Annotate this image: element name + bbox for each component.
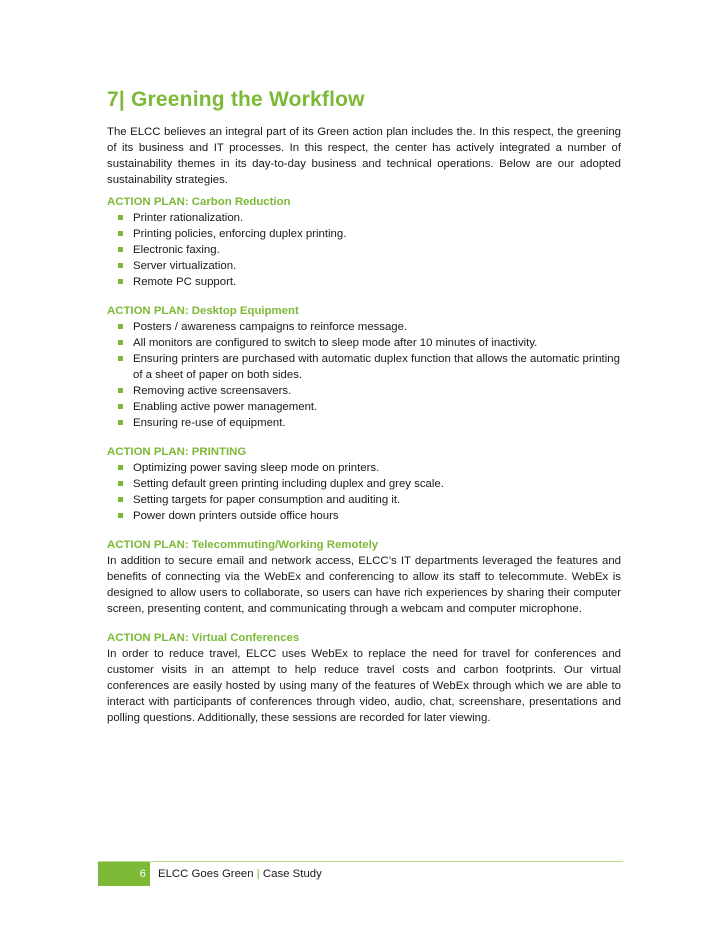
action-plan-title: ACTION PLAN: PRINTING <box>107 446 247 458</box>
footer-doc-title: ELCC Goes Green <box>158 868 254 880</box>
action-plan-title: ACTION PLAN: Carbon Reduction <box>107 196 291 208</box>
list-item: Optimizing power saving sleep mode on printers. <box>117 460 621 476</box>
list-item: Setting default green printing including duplex and grey scale. <box>117 476 621 492</box>
section-paragraph: In addition to secure email and network access, ELCC’s IT departments leveraged the features and benefits of connecting via the WebEx and conferencing to allow its staff to telecommute. WebEx is designed to allow users to collaborate, so users can have rich experiences by sharing their computer screen, presenting content, and communicating through a webcam and computer microphone. <box>107 555 621 615</box>
section-number: 7| <box>107 88 125 111</box>
action-plan-title: ACTION PLAN: Desktop Equipment <box>107 305 299 317</box>
document-page <box>107 88 621 732</box>
list-item: Setting targets for paper consumption and auditing it. <box>117 492 621 508</box>
action-plan-telecommuting <box>107 537 621 617</box>
list-item: Ensuring printers are purchased with automatic duplex function that allows the automatic printing of a sheet of paper on both sides. <box>117 351 621 383</box>
page-number: 6 <box>139 868 146 880</box>
list-item: Removing active screensavers. <box>117 383 621 399</box>
page-number-box <box>98 862 150 886</box>
bullet-list <box>107 319 621 431</box>
action-plan-desktop-equipment <box>107 303 621 431</box>
bullet-list <box>107 460 621 524</box>
section-heading <box>107 88 621 112</box>
intro-paragraph: The ELCC believes an integral part of its Green action plan includes the. In this respect, the greening of its business and IT processes. In this respect, the center has actively integrated a number of sustainability themes in its day-to-day business and technical operations. Below are our adopted sustainability strategies. <box>107 126 621 186</box>
list-item: All monitors are configured to switch to sleep mode after 10 minutes of inactivity. <box>117 335 621 351</box>
section-title: Greening the Workflow <box>131 88 365 111</box>
action-plan-printing <box>107 444 621 524</box>
list-item: Power down printers outside office hours <box>117 508 621 524</box>
list-item: Posters / awareness campaigns to reinforce message. <box>117 319 621 335</box>
list-item: Enabling active power management. <box>117 399 621 415</box>
footer-title <box>158 862 322 886</box>
footer-separator: | <box>256 868 260 880</box>
list-item: Electronic faxing. <box>117 242 621 258</box>
action-plan-title: ACTION PLAN: Virtual Conferences <box>107 632 300 644</box>
action-plan-title: ACTION PLAN: Telecommuting/Working Remotely <box>107 539 379 551</box>
footer-doc-subtitle: Case Study <box>262 868 322 880</box>
list-item: Printer rationalization. <box>117 210 621 226</box>
list-item: Printing policies, enforcing duplex printing. <box>117 226 621 242</box>
bullet-list <box>107 210 621 290</box>
list-item: Server virtualization. <box>117 258 621 274</box>
action-plan-virtual-conferences <box>107 630 621 726</box>
page-footer <box>98 859 623 885</box>
list-item: Ensuring re-use of equipment. <box>117 415 621 431</box>
section-paragraph: In order to reduce travel, ELCC uses WebEx to replace the need for travel for conferences and customer visits in an attempt to help reduce travel costs and carbon footprints. Our virtual conferences are easily hosted by using many of the features of WebEx through which we are able to interact with participants of conferences through video, audio, chat, screenshare, presentations and polling questions. Additionally, these sessions are recorded for later viewing. <box>107 648 621 724</box>
list-item: Remote PC support. <box>117 274 621 290</box>
action-plan-carbon-reduction <box>107 194 621 290</box>
